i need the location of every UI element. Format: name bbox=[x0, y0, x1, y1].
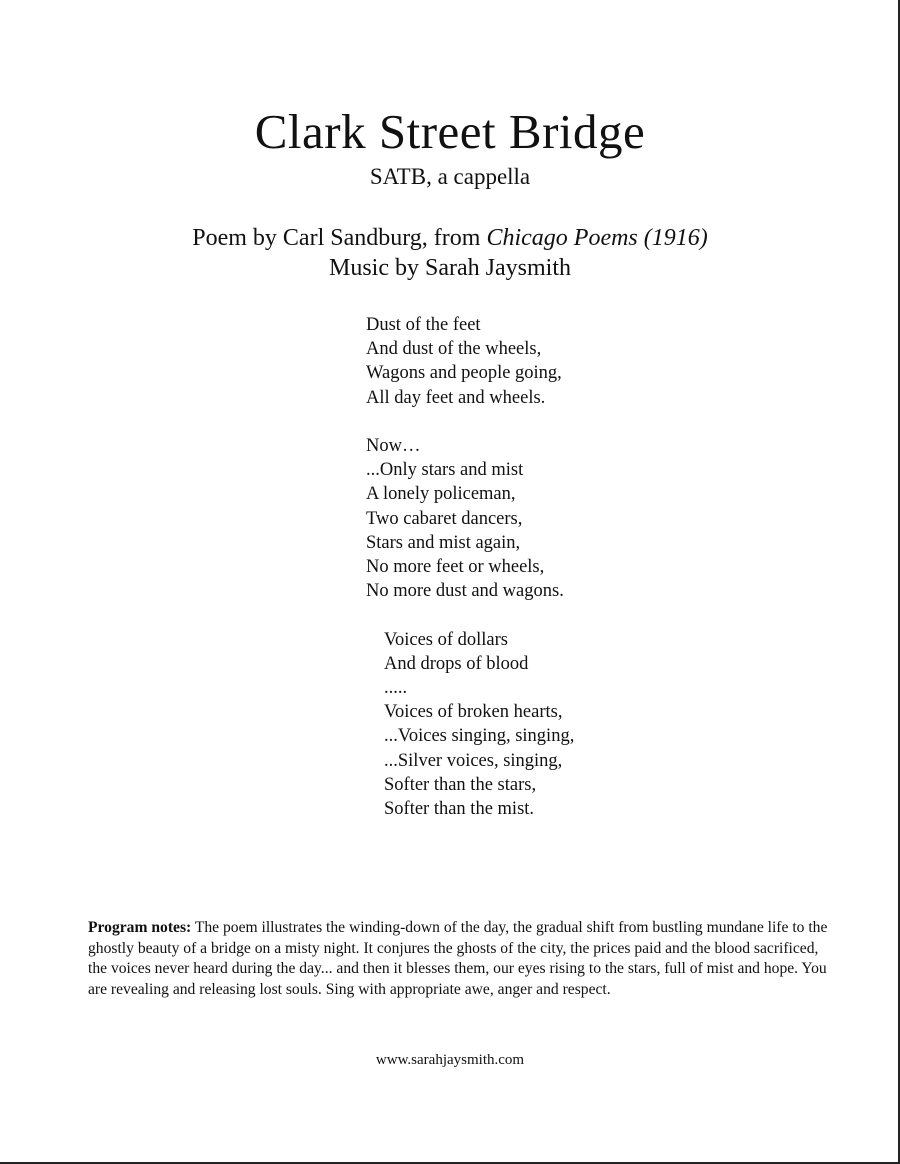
poem-stanza-1 bbox=[366, 313, 574, 410]
poem-line: ...Voices singing, singing, bbox=[384, 726, 575, 747]
poem-credit bbox=[0, 223, 900, 253]
website-link[interactable]: www.sarahjaysmith.com bbox=[375, 1052, 525, 1068]
program-notes-text: The poem illustrates the winding-down of the day, the gradual shift from bustling mundane life to the ghostly beauty of a bridge on a misty night. It conjures the ghosts of the city, the prices paid and the blood sacrificed, the voices never heard during the day... and then it blesses them, our eyes rising to the stars, full of mist and hope. You are revealing and releasing lost souls. Sing with appropriate awe, anger and respect. bbox=[88, 919, 828, 998]
poem-line: Dust of the feet bbox=[366, 315, 481, 335]
poem-line: All day feet and wheels. bbox=[366, 387, 546, 408]
music-credit: Music by Sarah Jaysmith bbox=[329, 255, 571, 281]
poem-line: No more dust and wagons. bbox=[366, 581, 564, 602]
poem-line: Stars and mist again, bbox=[366, 532, 521, 553]
poem-credit-prefix: Poem by Carl Sandburg, from bbox=[192, 225, 487, 251]
poem-line: ...Silver voices, singing, bbox=[384, 750, 563, 771]
poem-line: Wagons and people going, bbox=[366, 363, 562, 384]
poem-line: A lonely policeman, bbox=[366, 484, 516, 505]
poem-line: Now… bbox=[366, 436, 421, 456]
poem-line: No more feet or wheels, bbox=[366, 557, 545, 578]
poem-book-title: Chicago Poems (1916) bbox=[486, 225, 708, 251]
poem-line: Two cabaret dancers, bbox=[366, 508, 523, 529]
poem-line: Softer than the mist. bbox=[384, 799, 535, 820]
voicing-subtitle: SATB, a cappella bbox=[369, 164, 531, 189]
page-title: Clark Street Bridge bbox=[254, 104, 646, 159]
poem-line: Voices of broken hearts, bbox=[384, 702, 563, 723]
poem-stanza-2 bbox=[366, 434, 574, 603]
program-notes bbox=[88, 918, 833, 1000]
poem-line: ...Only stars and mist bbox=[366, 460, 524, 481]
poem-line: And drops of blood bbox=[384, 653, 529, 674]
poem-text bbox=[366, 313, 574, 845]
poem-line: Voices of dollars bbox=[384, 629, 508, 650]
poem-line: ..... bbox=[384, 678, 408, 699]
poem-line: And dust of the wheels, bbox=[366, 339, 542, 360]
poem-stanza-3 bbox=[366, 628, 574, 822]
program-notes-label: Program notes: bbox=[88, 919, 192, 936]
poem-line: Softer than the stars, bbox=[384, 774, 537, 795]
